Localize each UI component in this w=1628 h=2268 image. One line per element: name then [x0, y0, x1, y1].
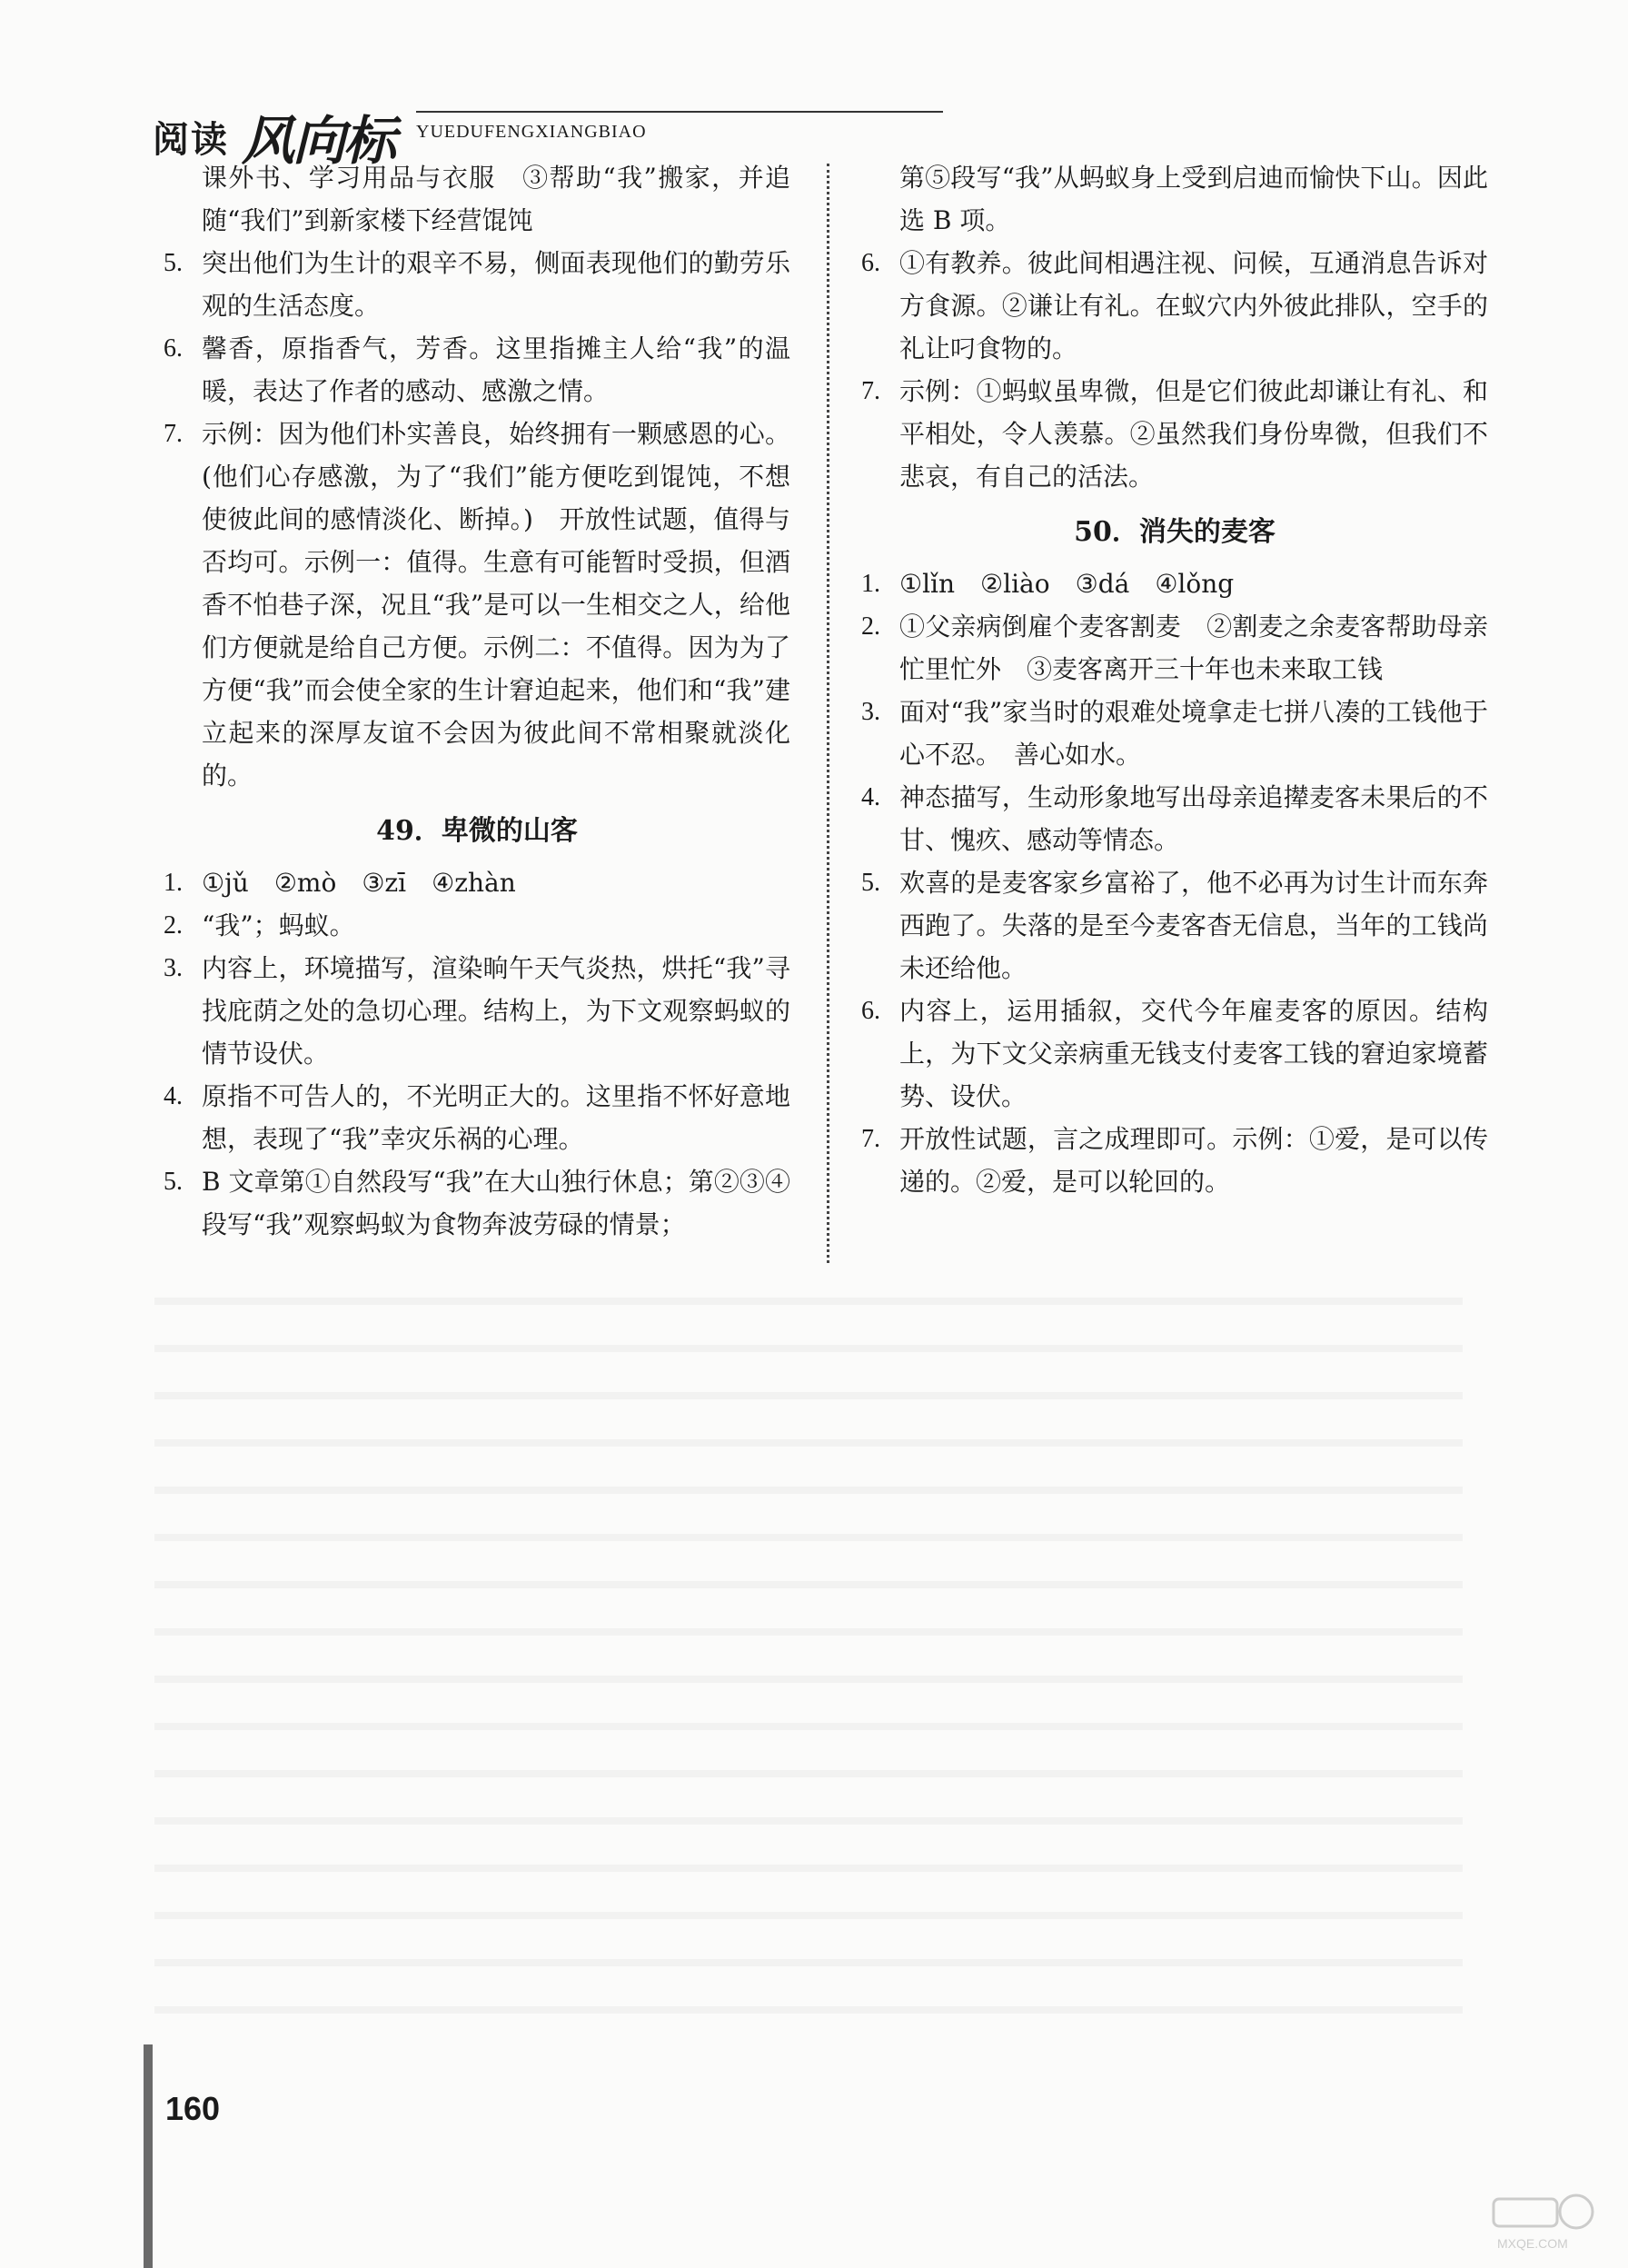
continued-answer [164, 156, 790, 242]
answer-number: 7. [861, 377, 880, 405]
answer-number: 5. [861, 869, 880, 897]
answer-list-49 [164, 861, 790, 1246]
brand-title-b: 风向标 [242, 110, 395, 172]
answer-item [164, 242, 790, 327]
answer-number: 5. [164, 1168, 183, 1196]
answer-number: 5. [164, 249, 183, 277]
answer-list-49-cont [861, 242, 1488, 498]
section-title-49: 49．卑微的山客 [376, 815, 578, 847]
answer-item [164, 947, 790, 1075]
answer-item [164, 861, 790, 904]
answer-text: “我”；蚂蚁。 [202, 910, 355, 940]
answer-text: 示例：①蚂蚁虽卑微，但是它们彼此却谦让有礼、和平相处，令人羡慕。②虽然我们身份卑微，但我们不悲哀，有自己的活法。 [899, 376, 1488, 492]
answer-text: 欢喜的是麦客家乡富裕了，他不必再为讨生计而东奔西跑了。失落的是至今麦客杳无信息，当年的工钱尚未还给他。 [899, 868, 1488, 983]
answer-item [861, 861, 1488, 990]
answer-item [861, 1118, 1488, 1203]
answer-list-48 [164, 242, 790, 797]
answer-number: 1. [164, 869, 183, 897]
page-edge-bar [144, 2044, 153, 2268]
answer-item [861, 605, 1488, 691]
answer-number: 6. [164, 334, 183, 363]
answer-number: 7. [164, 420, 183, 448]
answer-text: 内容上，环境描写，渲染晌午天气炎热，烘托“我”寻找庇荫之处的急切心理。结构上，为下文观察蚂蚁的情节设伏。 [202, 953, 790, 1069]
answer-number: 4. [164, 1082, 183, 1110]
answer-text: 馨香，原指香气，芳香。这里指摊主人给“我”的温暖，表达了作者的感动、感激之情。 [202, 333, 790, 406]
answer-number: 6. [861, 249, 880, 277]
answer-text: B 文章第①自然段写“我”在大山独行休息；第②③④段写“我”观察蚂蚁为食物奔波劳碌的情景； [202, 1167, 790, 1239]
continued-text: 第⑤段写“我”从蚂蚁身上受到启迪而愉快下山。因此选 B 项。 [899, 163, 1488, 235]
answer-number: 3. [164, 954, 183, 982]
answer-text: ①lǐn ②liào ③dá ④lǒng [899, 569, 1235, 599]
page-number: 160 [165, 2090, 221, 2127]
answer-text: 突出他们为生计的艰辛不易，侧面表现他们的勤劳乐观的生活态度。 [202, 248, 790, 321]
answer-number: 4. [861, 783, 880, 811]
brand-title-a: 阅读 [153, 118, 229, 161]
answer-item [861, 242, 1488, 370]
answer-item [861, 776, 1488, 861]
answer-number: 3. [861, 698, 880, 726]
answer-item [861, 370, 1488, 498]
header-rule [416, 111, 943, 113]
brand-subtitle: YUEDUFENGXIANGBIAO [416, 122, 647, 142]
answer-text: 神态描写，生动形象地写出母亲追撵麦客未果后的不甘、愧疚、感动等情态。 [899, 782, 1488, 855]
answer-text: ①有教养。彼此间相遇注视、问候，互通消息告诉对方食源。②谦让有礼。在蚁穴内外彼此排队，空手的礼让叼食物的。 [899, 248, 1488, 363]
answer-number: 1. [861, 570, 880, 598]
left-column [164, 156, 790, 1246]
answer-text: ①jǔ ②mò ③zī ④zhàn [202, 868, 516, 898]
answer-item [164, 1160, 790, 1246]
answer-item [861, 691, 1488, 776]
section-title-50: 50．消失的麦客 [1074, 516, 1276, 548]
answer-text: 原指不可告人的，不光明正大的。这里指不怀好意地想，表现了“我”幸灾乐祸的心理。 [202, 1081, 790, 1154]
answer-item [164, 413, 790, 797]
answer-number: 2. [164, 911, 183, 940]
show-through-text [154, 1272, 1463, 2026]
answer-number: 2. [861, 612, 880, 641]
answer-item [164, 904, 790, 947]
answer-text: 示例：因为他们朴实善良，始终拥有一颗感恩的心。(他们心存感激，为了“我们”能方便吃到馄饨，不想使彼此间的感情淡化、断掉。) 开放性试题，值得与否均可。示例一：值得。生意有可能暂时受损，但酒香不怕巷子深，况且“我”是可以一生相交之人，给他们方便就是给自己方便。示例二：不值得。因为为了方便“我”而会使全家的生计窘迫起来，他们和“我”建立起来的深厚友谊不会因为彼此间不常相聚就淡化的。 [202, 419, 790, 791]
column-divider [827, 164, 829, 1263]
answer-number: 7. [861, 1125, 880, 1153]
answer-item [861, 990, 1488, 1118]
answer-text: 内容上，运用插叙，交代今年雇麦客的原因。结构上，为下文父亲病重无钱支付麦客工钱的窘迫家境蓄势、设伏。 [899, 996, 1488, 1111]
answer-text: 面对“我”家当时的艰难处境拿走七拼八凑的工钱他于心不忍。 善心如水。 [899, 697, 1488, 770]
answer-list-50 [861, 562, 1488, 1203]
answer-item [861, 562, 1488, 605]
answer-text: ①父亲病倒雇个麦客割麦 ②割麦之余麦客帮助母亲忙里忙外 ③麦客离开三十年也未来取工钱 [899, 612, 1488, 684]
watermark-text: MXQE.COM [1497, 2236, 1568, 2251]
page-header [153, 98, 789, 172]
watermark-logo [1490, 2190, 1599, 2253]
continued-answer [861, 156, 1488, 242]
answer-number: 6. [861, 997, 880, 1025]
answer-item [164, 327, 790, 413]
right-column [861, 156, 1488, 1203]
continued-text: 课外书、学习用品与衣服 ③帮助“我”搬家，并追随“我们”到新家楼下经营馄饨 [202, 163, 790, 235]
answer-text: 开放性试题，言之成理即可。示例：①爱，是可以传递的。②爱，是可以轮回的。 [899, 1124, 1488, 1197]
answer-item [164, 1075, 790, 1160]
